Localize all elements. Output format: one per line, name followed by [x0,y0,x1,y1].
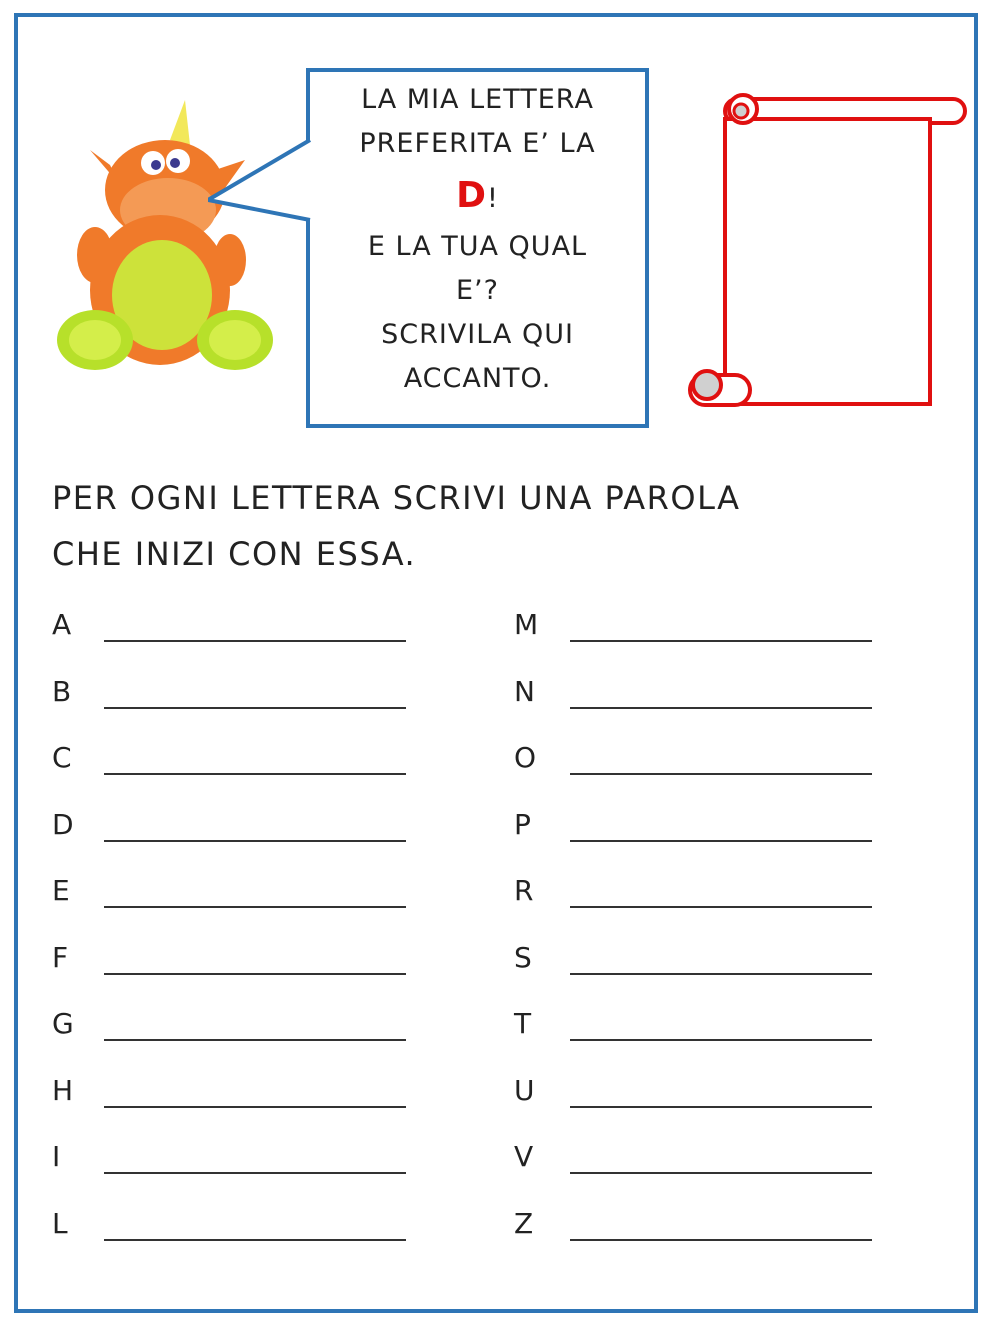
exclamation: ! [487,183,499,214]
answer-line[interactable] [570,773,872,775]
letter-row-o [514,741,872,781]
letter-row-b [52,675,406,715]
letter-label: O [514,741,537,774]
speech-bubble-tail [208,140,312,250]
answer-line[interactable] [104,906,406,908]
answer-line[interactable] [570,1106,872,1108]
letter-label: P [514,807,531,841]
answer-line[interactable] [570,640,872,642]
answer-line[interactable] [104,1172,406,1174]
answer-line[interactable] [570,973,872,975]
letter-row-f [52,941,406,981]
speech-line: E’? [456,275,499,306]
answer-line[interactable] [104,1039,406,1041]
answer-line[interactable] [570,1239,872,1241]
letter-row-l [52,1207,406,1247]
speech-line: LA MIA LETTERA [361,84,594,115]
letter-row-z [514,1207,872,1247]
letter-row-n [514,675,872,715]
speech-line: E LA TUA QUAL [367,231,588,262]
writing-scroll[interactable] [685,85,970,415]
instruction-line: PER OGNI LETTERA SCRIVI UNA PAROLA [52,479,741,517]
answer-line[interactable] [104,1106,406,1108]
speech-line: ACCANTO. [403,363,552,394]
letter-row-h [52,1074,406,1114]
letter-label: I [52,1140,61,1173]
letter-row-v [514,1140,872,1180]
letter-row-t [514,1007,872,1047]
letter-label: B [52,674,72,708]
letter-label: C [52,741,72,774]
instruction-line: CHE INIZI CON ESSA. [52,535,417,573]
answer-line[interactable] [570,1039,872,1041]
answer-line[interactable] [570,906,872,908]
answer-line[interactable] [104,640,406,642]
speech-line: SCRIVILA QUI [381,319,574,350]
letter-row-r [514,874,872,914]
favorite-letter-d: D [456,175,488,216]
letter-label: U [514,1073,535,1107]
letter-row-u [514,1074,872,1114]
letter-label: N [514,674,535,708]
letter-label: V [514,1140,534,1173]
letter-row-a [52,608,406,648]
answer-line[interactable] [570,707,872,709]
letter-label: T [514,1007,532,1040]
letter-label: G [52,1007,74,1040]
letter-row-g [52,1007,406,1047]
answer-line[interactable] [104,773,406,775]
letter-label: H [52,1073,74,1107]
letter-label: R [514,874,534,907]
letter-label: F [52,940,69,974]
letter-row-c [52,741,406,781]
answer-line[interactable] [104,1239,406,1241]
letter-row-e [52,874,406,914]
letter-row-p [514,808,872,848]
letter-label: A [52,608,72,641]
letter-row-m [514,608,872,648]
letter-label: E [52,874,70,907]
letter-row-i [52,1140,406,1180]
letter-row-d [52,808,406,848]
letter-row-s [514,941,872,981]
speech-line: PREFERITA E’ LA [359,128,596,159]
letter-label: D [52,807,74,841]
letter-label: M [514,608,539,641]
answer-line[interactable] [104,973,406,975]
speech-bubble-text [310,78,645,401]
favorite-letter [310,174,645,221]
answer-line[interactable] [104,707,406,709]
letter-label: Z [514,1206,534,1240]
answer-line[interactable] [570,840,872,842]
letter-label: L [52,1206,68,1240]
letter-label: S [514,940,532,974]
answer-line[interactable] [104,840,406,842]
instruction-text [52,470,972,582]
answer-line[interactable] [570,1172,872,1174]
